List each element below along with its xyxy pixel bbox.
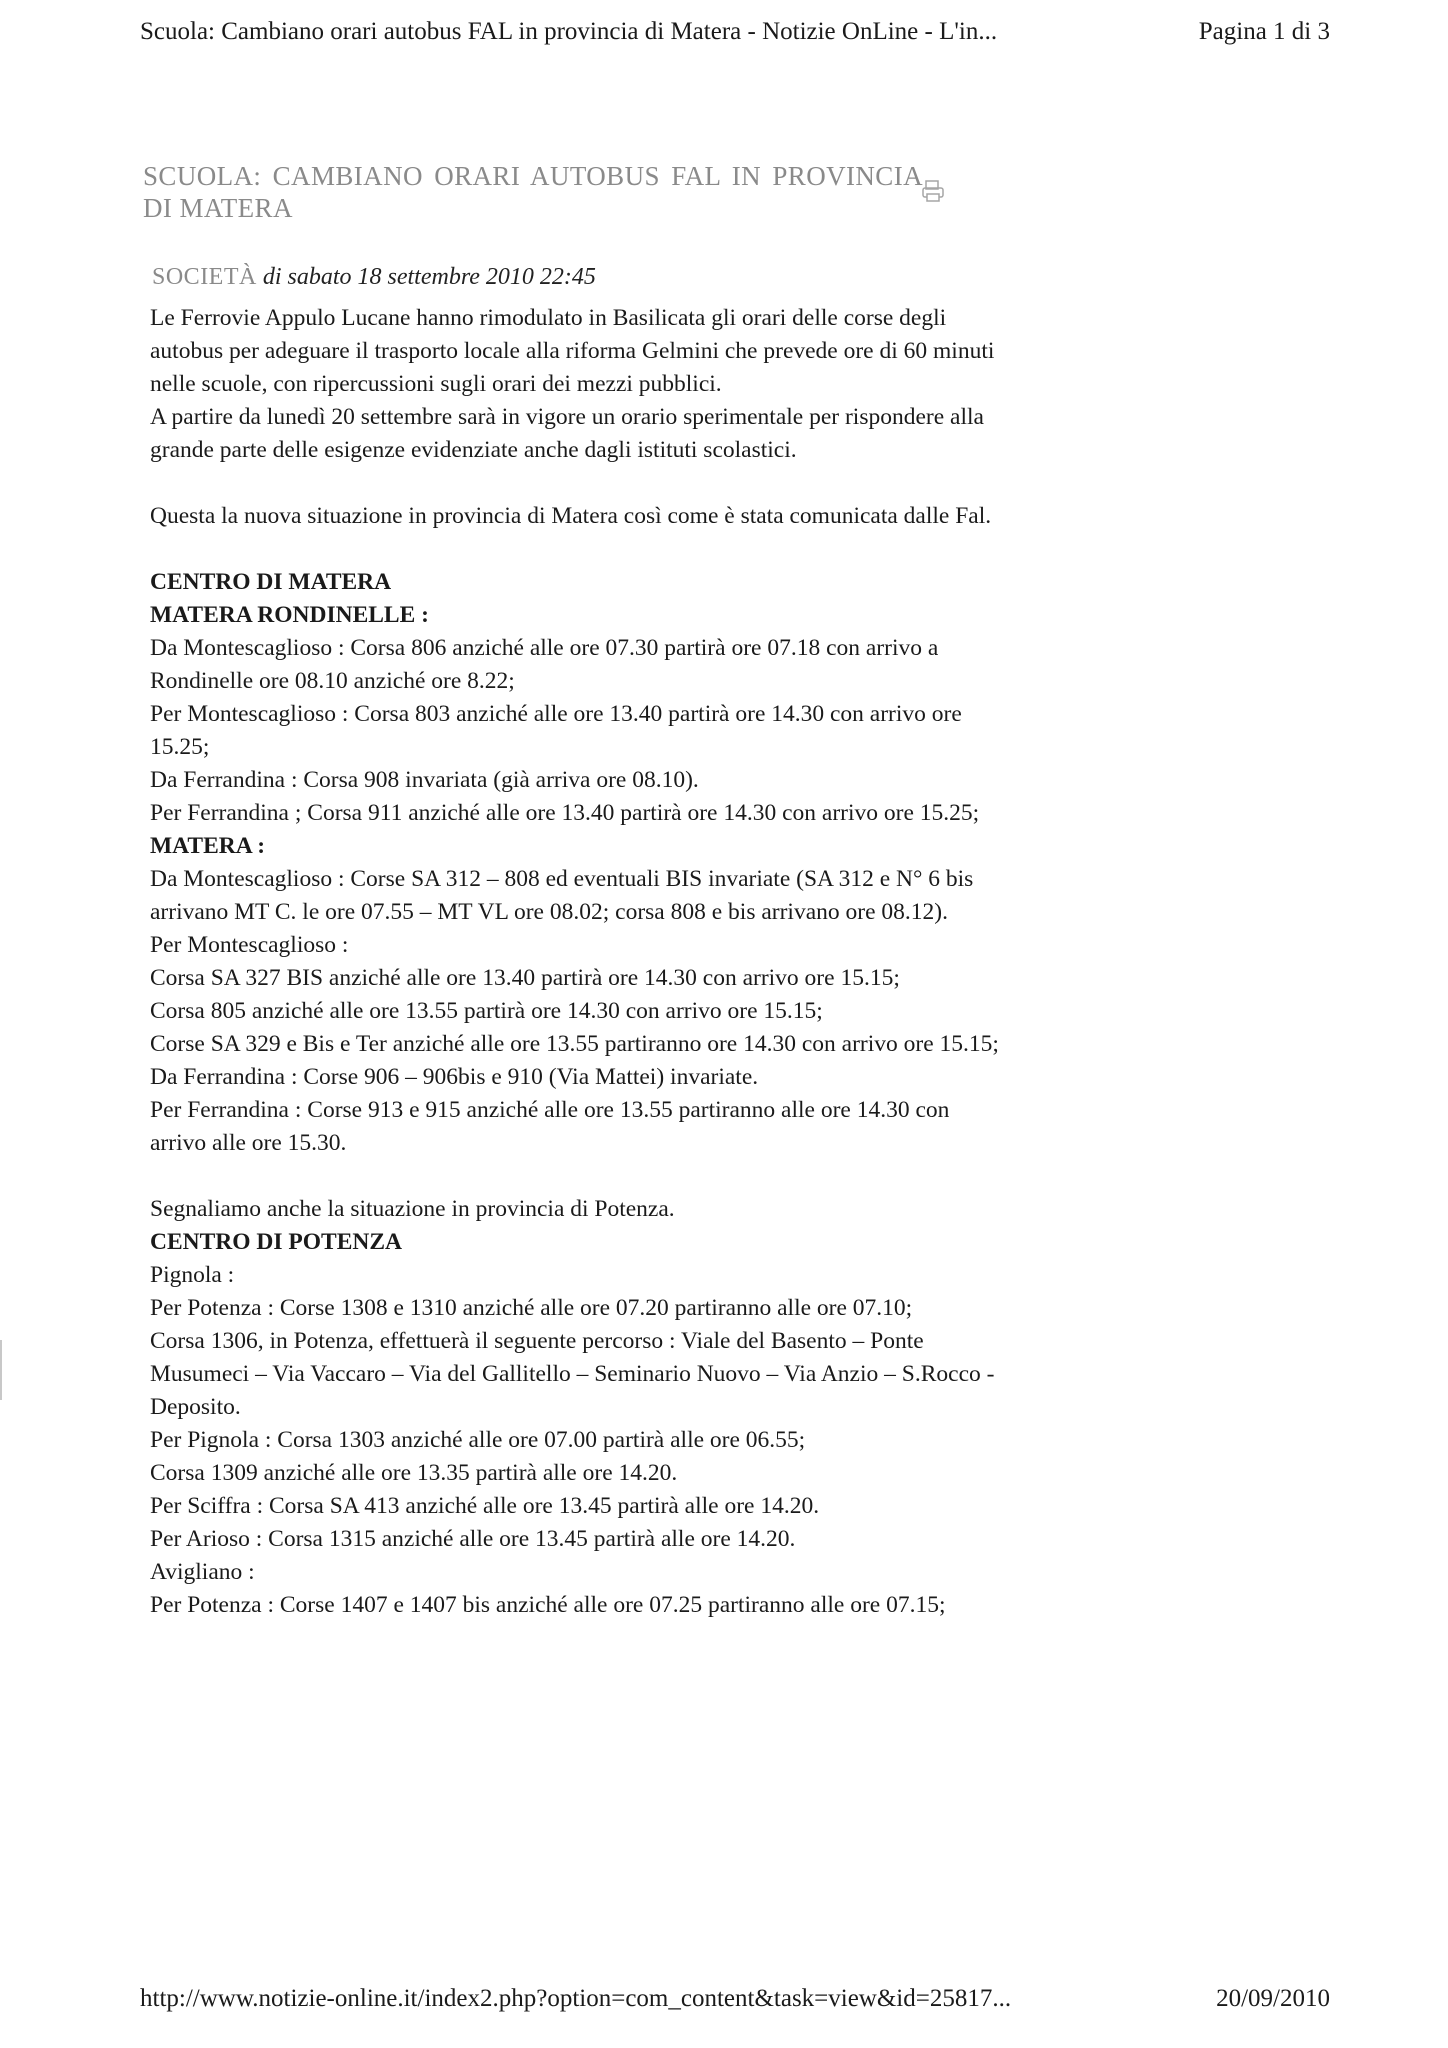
intro-paragraph: Le Ferrovie Appulo Lucane hanno rimodulato in Basilicata gli orari delle corse degli autobus per adeguare il trasporto locale alla riforma Gelmini che prevede ore di 60 minuti nelle scuole, con ripercussioni sugli orari dei mezzi pubblici. — [150, 305, 995, 397]
schedule-line: Per Ferrandina : Corse 913 e 915 anziché alle ore 13.55 partiranno alle ore 14.30 con arrivo alle ore 15.30. — [150, 1097, 950, 1156]
subheading-matera-label: MATERA — [150, 833, 252, 859]
printer-icon[interactable] — [920, 178, 946, 211]
schedule-line: Per Ferrandina ; Corsa 911 anziché alle ore 13.40 partirà ore 14.30 con arrivo ore 15.25; — [150, 800, 980, 826]
schedule-line: Per Potenza : Corse 1407 e 1407 bis anziché alle ore 07.25 partiranno alle ore 07.15; — [150, 1592, 946, 1618]
source-url[interactable]: http://www.notizie-online.it/index2.php?option=com_content&task=view&id=25817... — [140, 1985, 1012, 2012]
schedule-line: Da Montescaglioso : Corse SA 312 – 808 ed eventuali BIS invariate (SA 312 e N° 6 bis arrivano MT C. le ore 07.55 – MT VL ore 08.02; corsa 808 e bis arrivano ore 08.12). — [150, 866, 974, 925]
schedule-line: Per Montescaglioso : Corsa 803 anziché alle ore 13.40 partirà ore 14.30 con arrivo ore 15.25; — [150, 701, 962, 760]
schedule-line: Per Pignola : Corsa 1303 anziché alle ore 07.00 partirà alle ore 06.55; — [150, 1427, 806, 1453]
subheading-rondinelle: MATERA RONDINELLE : — [150, 602, 429, 628]
subheading-matera: MATERA : — [150, 833, 266, 859]
schedule-line: Per Potenza : Corse 1308 e 1310 anziché alle ore 07.20 partiranno alle ore 07.10; — [150, 1295, 913, 1321]
section-heading-potenza: CENTRO DI POTENZA — [150, 1229, 403, 1255]
article-category: SOCIETÀ — [152, 264, 257, 290]
print-date: 20/09/2010 — [1216, 1985, 1330, 2012]
schedule-line: Corsa 1309 anziché alle ore 13.35 partirà alle ore 14.20. — [150, 1460, 678, 1486]
article-date: di sabato 18 settembre 2010 22:45 — [262, 264, 596, 290]
schedule-line: Avigliano : — [150, 1559, 255, 1585]
intro-paragraph: Questa la nuova situazione in provincia di Matera così come è stata comunicata dalle Fal. — [150, 503, 992, 529]
schedule-line: Per Sciffra : Corsa SA 413 anziché alle ore 13.45 partirà alle ore 14.20. — [150, 1493, 820, 1519]
schedule-line: Per Arioso : Corsa 1315 anziché alle ore 13.45 partirà alle ore 14.20. — [150, 1526, 796, 1552]
page-title: Scuola: Cambiano orari autobus FAL in provincia di Matera - Notizie OnLine - L'in... — [140, 18, 998, 45]
intro-paragraph: A partire da lunedì 20 settembre sarà in vigore un orario sperimentale per rispondere alla grande parte delle esigenze evidenziate anche dagli istituti scolastici. — [150, 404, 984, 463]
schedule-line: Da Montescaglioso : Corsa 806 anziché alle ore 07.30 partirà ore 07.18 con arrivo a Rondinelle ore 08.10 anziché ore 8.22; — [150, 635, 939, 694]
schedule-line: Corse SA 329 e Bis e Ter anziché alle ore 13.55 partiranno ore 14.30 con arrivo ore 15.15; — [150, 1031, 999, 1057]
article-meta — [152, 264, 596, 291]
potenza-intro: Segnaliamo anche la situazione in provincia di Potenza. — [150, 1196, 675, 1222]
schedule-line: Da Ferrandina : Corse 906 – 906bis e 910 (Via Mattei) invariate. — [150, 1064, 759, 1090]
scan-edge-mark — [0, 1340, 2, 1400]
schedule-line: Per Montescaglioso : — [150, 932, 349, 958]
schedule-line: Corsa SA 327 BIS anziché alle ore 13.40 partirà ore 14.30 con arrivo ore 15.15; — [150, 965, 900, 991]
print-footer — [140, 1985, 1330, 2013]
article-title: SCUOLA: CAMBIANO ORARI AUTOBUS FAL IN PROVINCIA DI MATERA — [143, 161, 923, 223]
schedule-line: Da Ferrandina : Corsa 908 invariata (già arriva ore 08.10). — [150, 767, 699, 793]
section-heading-matera: CENTRO DI MATERA — [150, 569, 392, 595]
subheading-rondinelle-label: MATERA RONDINELLE — [150, 602, 416, 628]
article-body — [150, 302, 1000, 1622]
schedule-line: Pignola : — [150, 1262, 235, 1288]
schedule-line: Corsa 805 anziché alle ore 13.55 partirà ore 14.30 con arrivo ore 15.15; — [150, 998, 823, 1024]
print-header — [140, 18, 1330, 46]
schedule-line: Corsa 1306, in Potenza, effettuerà il seguente percorso : Viale del Basento – Ponte Musumeci – Via Vaccaro – Via del Gallitello – Seminario Nuovo – Via Anzio – S.Rocco - Deposito. — [150, 1328, 995, 1420]
page-count: Pagina 1 di 3 — [1198, 18, 1330, 45]
